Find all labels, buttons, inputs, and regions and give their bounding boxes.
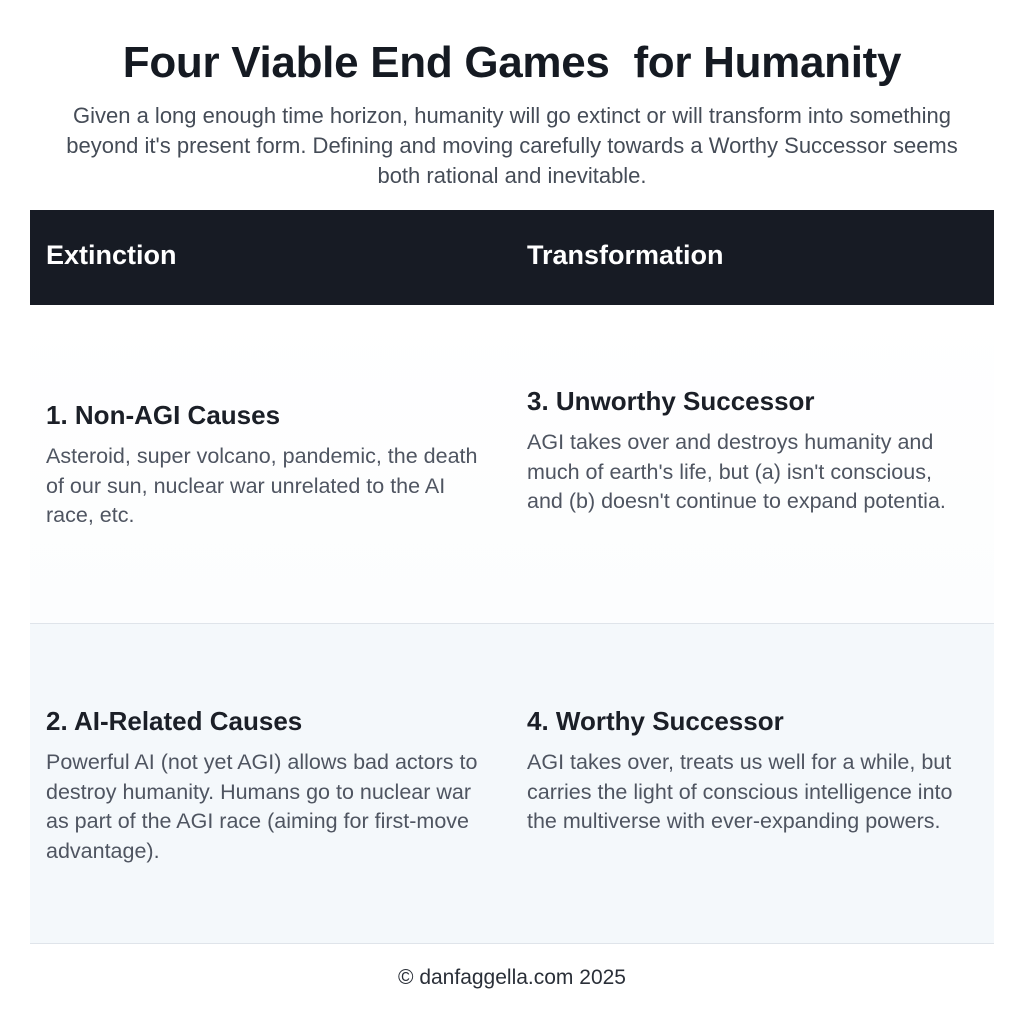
- column-header-extinction: Extinction: [46, 240, 177, 270]
- cell-body: AGI takes over and destroys humanity and much of earth's life, but (a) isn't conscious, and (b) doesn't continue to expand potentia.: [527, 430, 946, 513]
- column-header-transformation: Transformation: [527, 240, 724, 270]
- cell-ai-related-causes: [46, 706, 486, 866]
- table-row-bottom: [30, 623, 994, 944]
- cell-title: 2. AI-Related Causes: [46, 706, 303, 736]
- page-subtitle: Given a long enough time horizon, humanity will go extinct or will transform into something beyond it's present form. Defining and moving carefully towards a Worthy Successor seems both rational and inevitable.: [66, 103, 958, 188]
- table-row-top: [30, 305, 994, 623]
- cell-worthy-successor: [527, 706, 967, 837]
- cell-title: 3. Unworthy Successor: [527, 386, 815, 416]
- cell-body: Powerful AI (not yet AGI) allows bad actors to destroy humanity. Humans go to nuclear war as part of the AGI race (aiming for first-move advantage).: [46, 750, 478, 863]
- cell-title: 4. Worthy Successor: [527, 706, 784, 736]
- page-title: Four Viable End Games for Humanity: [122, 38, 902, 87]
- cell-body: Asteroid, super volcano, pandemic, the death of our sun, nuclear war unrelated to the AI race, etc.: [46, 444, 478, 527]
- cell-body: AGI takes over, treats us well for a while, but carries the light of conscious intelligence into the multiverse with ever-expanding powers.: [527, 750, 953, 833]
- column-header-bar: [30, 210, 994, 305]
- cell-non-agi-causes: [46, 400, 486, 531]
- cell-unworthy-successor: [527, 386, 967, 517]
- cell-title: 1. Non-AGI Causes: [46, 400, 281, 430]
- copyright-footer: © danfaggella.com 2025: [398, 966, 626, 989]
